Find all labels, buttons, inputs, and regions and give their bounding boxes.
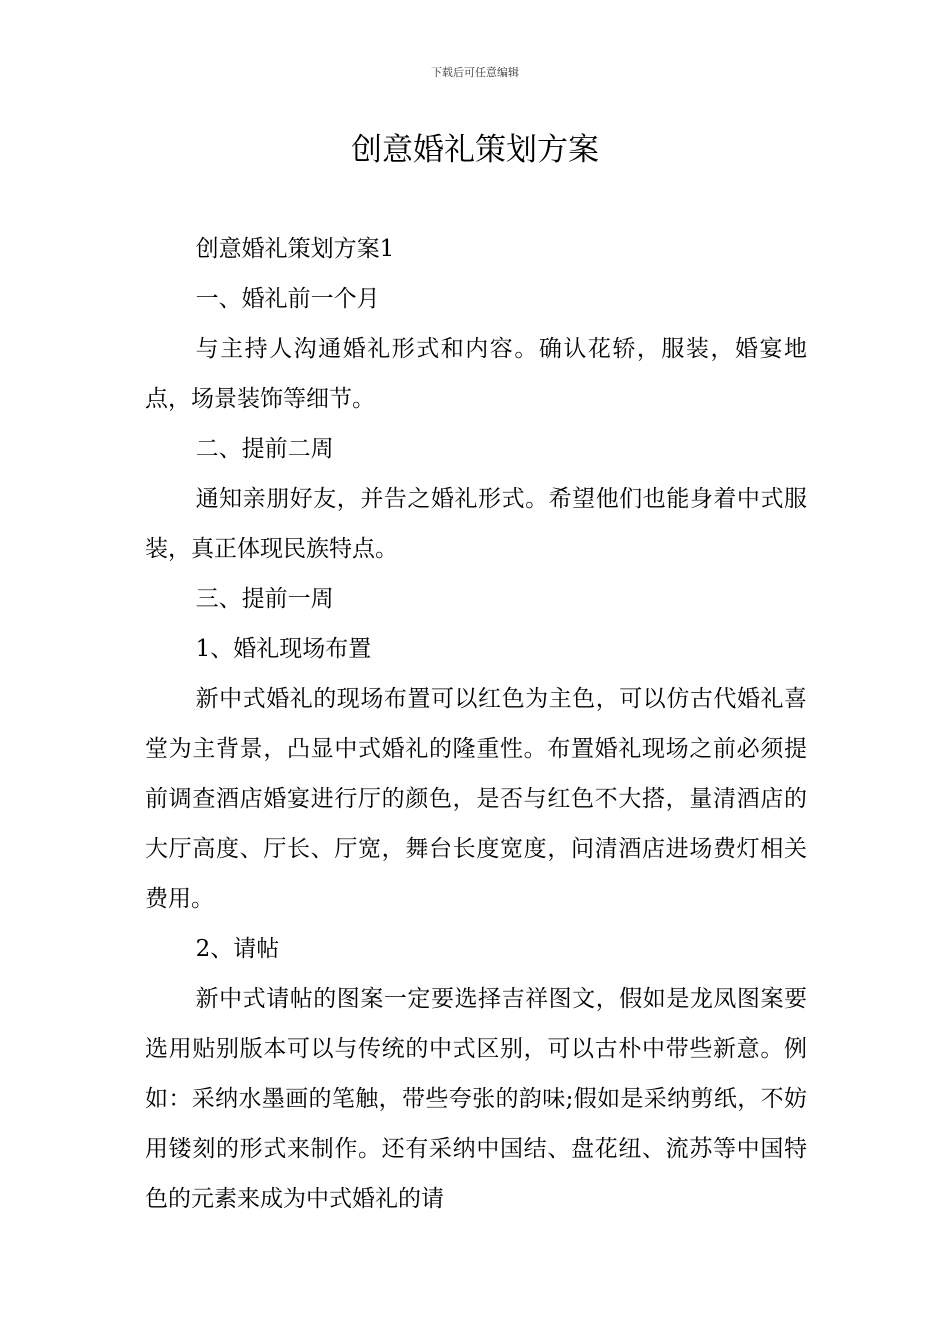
paragraph-two-weeks-content: 通知亲朋好友，并告之婚礼形式。希望他们也能身着中式服装，真正体现民族特点。 bbox=[145, 486, 807, 562]
paragraph-venue-setup-content: 新中式婚礼的现场布置可以红色为主色，可以仿古代婚礼喜堂为主背景，凸显中式婚礼的隆重性。布置婚礼现场之前必须提前调查酒店婚宴进行厅的颜色，是否与红色不大搭，量清酒店的大厅高度、厅长、厅宽，舞台长度宽度，问清酒店进场费灯相关费用。 bbox=[145, 686, 807, 912]
paragraph-heading-two-weeks: 二、提前二周 bbox=[195, 436, 334, 462]
document-body bbox=[145, 224, 807, 1224]
paragraph-heading-one-month: 一、婚礼前一个月 bbox=[195, 286, 380, 312]
paragraph-section-title: 创意婚礼策划方案1 bbox=[195, 236, 395, 262]
document-title: 创意婚礼策划方案 bbox=[351, 132, 599, 168]
paragraph-invitations-content: 新中式请帖的图案一定要选择吉祥图文，假如是龙凤图案要选用贴别版本可以与传统的中式区别，可以古朴中带些新意。例如：采纳水墨画的笔触，带些夸张的韵味;假如是采纳剪纸，不妨用镂刻的形式来制作。还有采纳中国结、盘花纽、流苏等中国特色的元素来成为中式婚礼的请 bbox=[145, 986, 807, 1212]
paragraph-one-month-content: 与主持人沟通婚礼形式和内容。确认花轿，服装，婚宴地点，场景装饰等细节。 bbox=[145, 336, 807, 412]
paragraph-heading-invitations: 2、请帖 bbox=[195, 936, 280, 962]
paragraph-heading-venue-setup: 1、婚礼现场布置 bbox=[195, 636, 372, 662]
header-note: 下载后可任意编辑 bbox=[431, 66, 519, 79]
paragraph-heading-one-week: 三、提前一周 bbox=[195, 586, 334, 612]
